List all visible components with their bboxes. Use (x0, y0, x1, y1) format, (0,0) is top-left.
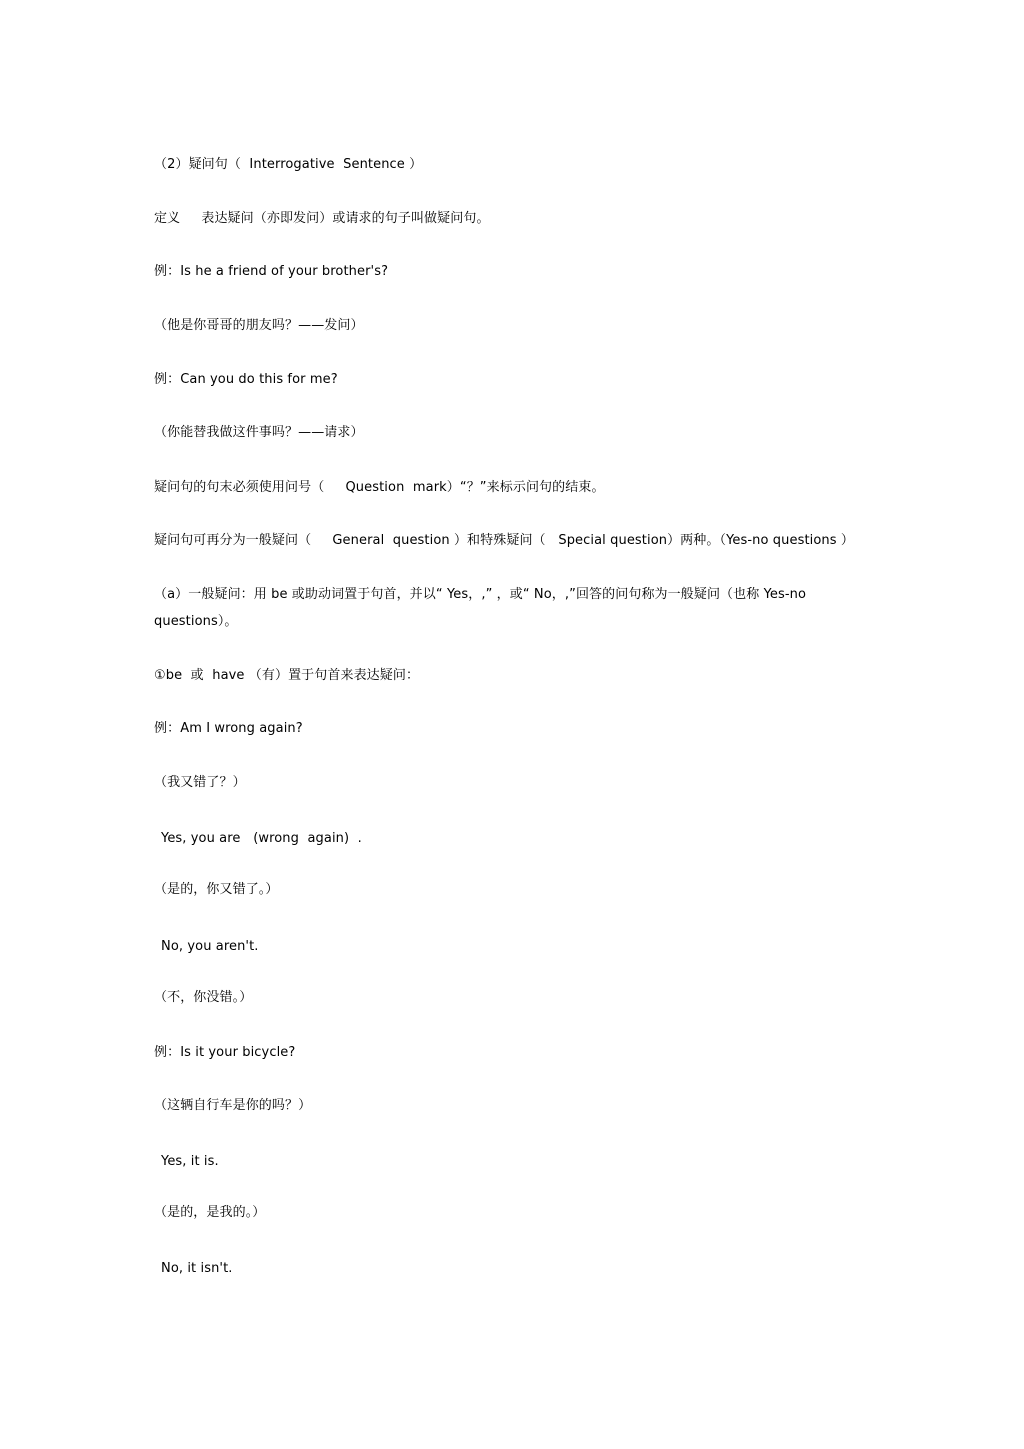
example-2-english: 例：Can you do this for me? (154, 372, 338, 387)
example-1-translation: （他是你哥哥的朋友吗？——发问） (154, 318, 364, 333)
definition-text: 定义 表达疑问（亦即发问）或请求的句子叫做疑问句。 (154, 211, 490, 226)
example-1-english: 例：Is he a friend of your brother's? (154, 264, 389, 279)
example-4-no-answer: No, it isn't. (161, 1261, 233, 1276)
example-2-translation: （你能替我做这件事吗？——请求） (154, 425, 364, 440)
question-types-rule: 疑问句可再分为一般疑问（ General question ）和特殊疑问（ Special question）两种。（Yes-no questions ） (154, 533, 854, 548)
example-3-yes-translation: （是的，你又错了。） (154, 882, 279, 897)
example-4-english: 例：Is it your bicycle? (154, 1045, 296, 1060)
example-3-translation: （我又错了？） (154, 775, 246, 790)
general-question-definition: （a）一般疑问：用 be 或助动词置于句首，并以“ Yes，,” ，或“ No，,”回答的问句称为一般疑问（也称 Yes-no questions）。 (154, 587, 807, 629)
example-3-no-answer: No, you aren't. (161, 939, 259, 954)
example-3-no-translation: （不，你没错。） (154, 990, 253, 1005)
example-3-english: 例：Am I wrong again? (154, 721, 303, 736)
example-4-translation: （这辆自行车是你的吗？） (154, 1098, 312, 1113)
example-4-yes-answer: Yes, it is. (161, 1154, 219, 1169)
section-heading: （2）疑问句（ Interrogative Sentence ） (154, 157, 423, 172)
example-3-yes-answer: Yes, you are (wrong again) . (161, 831, 362, 846)
subsection-be-have: ①be 或 have （有）置于句首来表达疑问： (154, 668, 420, 683)
example-4-yes-translation: （是的，是我的。） (154, 1205, 266, 1220)
question-mark-rule: 疑问句的句末必须使用问号（ Question mark）“？”来标示问句的结束。 (154, 480, 605, 495)
